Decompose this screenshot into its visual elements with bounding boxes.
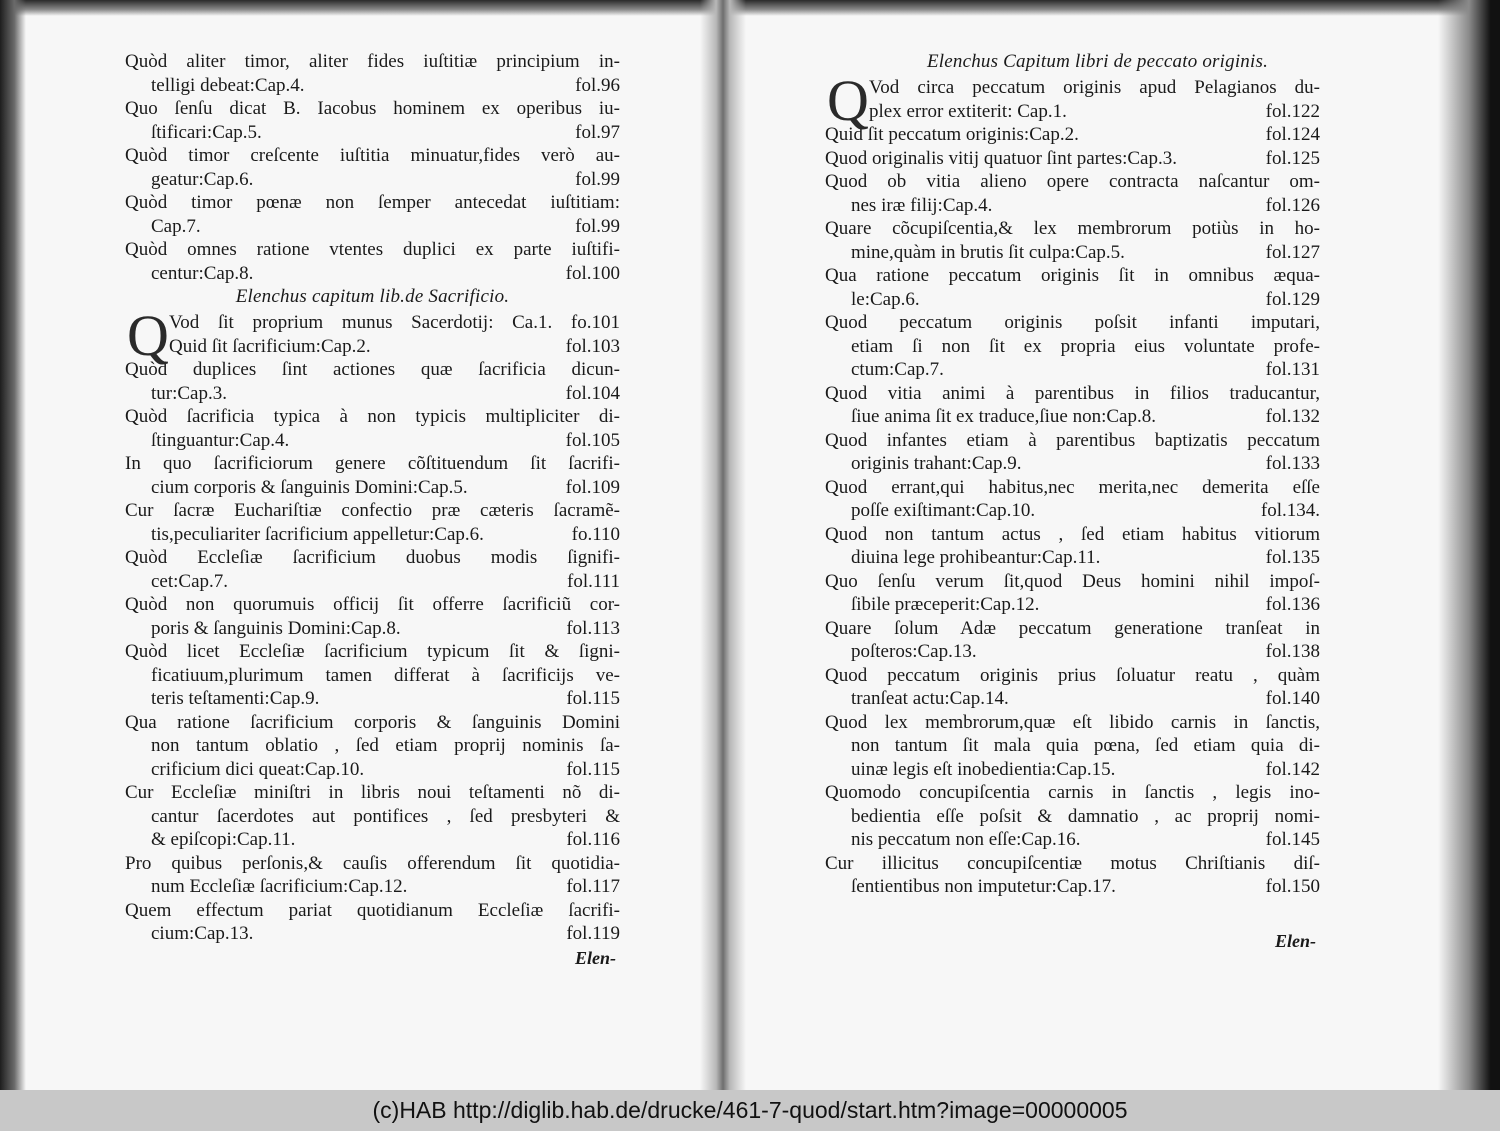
toc-entry xyxy=(125,452,620,499)
right-entries xyxy=(825,123,1320,899)
toc-entry xyxy=(825,523,1320,570)
entry-line: Pro quibus perſonis,& cauſis offerendum ſit quotidia- xyxy=(125,852,620,874)
toc-entry xyxy=(125,50,620,97)
entry-line: Cur ſacræ Euchariſtiæ confectio præ cæteris ſacramẽ- xyxy=(125,500,620,521)
folio-number: fol.150 xyxy=(1265,876,1320,897)
entry-last-line xyxy=(825,405,1320,429)
entry-text: originis trahant:Cap.9. xyxy=(851,453,1022,474)
folio-number: fol.124 xyxy=(1265,124,1320,145)
entry-last-line xyxy=(825,687,1320,711)
entry-line: Cur illicitus concupiſcentiæ motus Chriſtianis diſ- xyxy=(825,852,1320,874)
folio-number: fol.99 xyxy=(575,168,620,190)
folio-number: fol.132 xyxy=(1265,406,1320,427)
folio-number: fol.100 xyxy=(565,262,620,284)
entry-line: Quòd omnes ratione vtentes duplici ex parte iuſtifi- xyxy=(125,239,620,260)
entry-text: telligi debeat:Cap.4. xyxy=(151,74,305,96)
folio-number: fol.134. xyxy=(1260,500,1320,521)
right-page xyxy=(825,50,1320,953)
folio-number: fol.109 xyxy=(565,476,620,498)
entry-text: nes iræ filij:Cap.4. xyxy=(851,194,993,216)
entry-line: Quòd Eccleſiæ ſacrificium duobus modis ſignifi- xyxy=(125,547,620,568)
entry-line: Quòd duplices ſint actiones quæ ſacrificia dicun- xyxy=(125,359,620,380)
entry-last-line xyxy=(825,640,1320,664)
entry-text: teris teſtamenti:Cap.9. xyxy=(151,688,320,709)
entry-last-line xyxy=(125,215,620,239)
entry-last-line xyxy=(125,922,620,946)
entry-text: mine,quàm in brutis ſit culpa:Cap.5. xyxy=(851,241,1125,263)
entry-text: ctum:Cap.7. xyxy=(851,359,944,380)
entry-last-line xyxy=(125,570,620,594)
folio-number: fol.129 xyxy=(1265,288,1320,310)
folio-number: fol.142 xyxy=(1265,758,1320,780)
folio-number: fol.119 xyxy=(566,923,620,944)
toc-entry xyxy=(825,429,1320,476)
entry-text: Cap.7. xyxy=(151,215,201,237)
entry-line: Quod peccatum originis prius ſoluatur reatu , quàm xyxy=(825,664,1320,686)
folio-number: fol.140 xyxy=(1265,688,1320,709)
entry-text: cium:Cap.13. xyxy=(151,923,254,944)
entry-last-line xyxy=(825,593,1320,617)
folio-number: fol.104 xyxy=(565,382,620,404)
entry-line: Quomodo concupiſcentia carnis in ſanctis , legis ino- xyxy=(825,782,1320,803)
entry-last-line xyxy=(125,168,620,192)
left-entries-bottom xyxy=(125,358,620,946)
entry-last-line xyxy=(125,758,620,782)
entry-last-line xyxy=(125,687,620,711)
entry-text: le:Cap.6. xyxy=(851,288,920,310)
entry-line: Quòd ſacrificia typica à non typicis multipliciter di- xyxy=(125,406,620,427)
toc-entry xyxy=(125,405,620,452)
entry-text: cet:Cap.7. xyxy=(151,570,229,592)
toc-entry xyxy=(825,311,1320,382)
page-edge-top xyxy=(0,0,1500,16)
toc-entry xyxy=(825,170,1320,217)
entry-line: non tantum oblatio , ſed etiam proprij nominis ſa- xyxy=(151,735,620,756)
entry-line: Cur Eccleſiæ miniſtri in libris noui teſtamenti nõ di- xyxy=(125,782,620,803)
entry-last-line xyxy=(825,288,1320,312)
entry-line: Quod non tantum actus , ſed etiam habitus vitiorum xyxy=(825,523,1320,545)
entry-last-line xyxy=(125,875,620,899)
toc-entry xyxy=(825,711,1320,782)
toc-entry xyxy=(125,191,620,238)
toc-entry xyxy=(825,617,1320,664)
dropcap-initial: Q xyxy=(827,68,869,133)
entry-text: poſteros:Cap.13. xyxy=(851,641,977,662)
folio-number: fo.110 xyxy=(571,523,620,545)
entry-line: In quo ſacrificiorum genere cõſtituendum ſit ſacrifi- xyxy=(125,453,620,474)
folio-number: fol.136 xyxy=(1265,594,1320,615)
entry-text: tur:Cap.3. xyxy=(151,382,227,404)
catchword: Elen- xyxy=(1274,930,1316,951)
entry-line: Quo ſenſu dicat B. Iacobus hominem ex operibus iu- xyxy=(125,98,620,119)
folio-number: fol.113 xyxy=(566,617,620,639)
toc-entry xyxy=(125,852,620,899)
toc-entry xyxy=(125,238,620,285)
toc-entry xyxy=(825,664,1320,711)
folio-number: fol.116 xyxy=(566,829,620,850)
toc-entry xyxy=(125,358,620,405)
folio-number: fol.138 xyxy=(1265,641,1320,662)
toc-entry xyxy=(125,593,620,640)
entry-line: Quòd aliter timor, aliter fides iuſtitiæ principium in- xyxy=(125,51,620,72)
toc-entry xyxy=(825,147,1320,171)
entry-text: plex error extiterit: Cap.1. xyxy=(869,100,1067,122)
folio-number: fol.103 xyxy=(565,335,620,357)
entry-line: Quod ob vitia alieno opere contracta naſcantur om- xyxy=(825,171,1320,192)
entry-text: uinæ legis eſt inobedientia:Cap.15. xyxy=(851,758,1116,780)
entry-text: crificium dici queat:Cap.10. xyxy=(151,758,365,780)
entry-line: Quare ſolum Adæ peccatum generatione tranſeat in xyxy=(825,617,1320,639)
toc-entry xyxy=(825,852,1320,899)
entry-last-line xyxy=(125,382,620,406)
entry-text: ſtinguantur:Cap.4. xyxy=(151,429,290,451)
entry-last-line xyxy=(825,452,1320,476)
folio-number: fol.133 xyxy=(1265,453,1320,474)
entry-last-line xyxy=(125,617,620,641)
entry-last-line xyxy=(125,476,620,500)
left-page xyxy=(125,50,620,970)
folio-number: fol.135 xyxy=(1265,547,1320,568)
toc-entry xyxy=(125,144,620,191)
folio-number: fol.97 xyxy=(575,121,620,143)
left-page-heading: Elenchus capitum lib.de Sacrificio. xyxy=(235,286,510,307)
toc-entry xyxy=(825,781,1320,852)
toc-entry xyxy=(125,97,620,144)
folio-number: fol.105 xyxy=(565,429,620,451)
toc-entry xyxy=(125,499,620,546)
entry-last-line xyxy=(125,335,620,359)
entry-line: Quòd licet Eccleſiæ ſacrificium typicum ſit & ſigni- xyxy=(125,641,620,662)
entry-text: nis peccatum non eſſe:Cap.16. xyxy=(851,829,1081,850)
entry-last-line xyxy=(825,499,1320,523)
toc-entry xyxy=(125,546,620,593)
entry-text: ſibile præceperit:Cap.12. xyxy=(851,594,1040,615)
folio-number: fol.96 xyxy=(575,74,620,96)
entry-last-line xyxy=(825,147,1320,171)
entry-text: poris & ſanguinis Domini:Cap.8. xyxy=(151,617,401,639)
entry-line: ficatiuum,plurimum tamen differat à ſacrificijs ve- xyxy=(151,664,620,686)
toc-entry xyxy=(825,217,1320,264)
entry-line: Quòd non quorumuis officij ſit offerre ſacrificiũ cor- xyxy=(125,594,620,615)
toc-entry xyxy=(825,264,1320,311)
entry-line: Qua ratione ſacrificium corporis & ſanguinis Domini xyxy=(125,711,620,733)
entry-line: Quod peccatum originis poſsit infanti imputari, xyxy=(825,312,1320,333)
page-edge-left xyxy=(0,0,26,1090)
folio-number: fol.125 xyxy=(1265,147,1320,169)
entry-text: & epiſcopi:Cap.11. xyxy=(151,829,296,850)
folio-number: fol.127 xyxy=(1265,241,1320,263)
entry-last-line xyxy=(825,358,1320,382)
entry-last-line xyxy=(125,121,620,145)
toc-entry xyxy=(825,570,1320,617)
entry-line: Quare cõcupiſcentia,& lex membrorum potiùs in ho- xyxy=(825,218,1320,239)
folio-number: fol.122 xyxy=(1265,100,1320,122)
entry-last-line xyxy=(825,875,1320,899)
folio-number: fol.115 xyxy=(566,688,620,709)
entry-text: ſtificari:Cap.5. xyxy=(151,121,262,143)
entry-last-line xyxy=(825,758,1320,782)
entry-text: cium corporis & ſanguinis Domini:Cap.5. xyxy=(151,476,468,498)
folio-number: fol.117 xyxy=(566,876,620,897)
entry-line: Quod infantes etiam à parentibus baptizatis peccatum xyxy=(825,429,1320,451)
entry-line: Quod errant,qui habitus,nec merita,nec demerita eſſe xyxy=(825,476,1320,498)
entry-text: diuina lege prohibeantur:Cap.11. xyxy=(851,547,1101,568)
entry-text: centur:Cap.8. xyxy=(151,262,254,284)
entry-last-line xyxy=(125,262,620,286)
entry-text: ſiue anima ſit ex traduce,ſiue non:Cap.8. xyxy=(851,406,1156,427)
left-entries-top xyxy=(125,50,620,285)
entry-line: Quòd timor pœnæ non ſemper antecedat iuſtitiam: xyxy=(125,192,620,213)
entry-last-line xyxy=(125,429,620,453)
toc-entry xyxy=(125,640,620,711)
entry-last-line xyxy=(825,123,1320,147)
entry-line: bedientia eſſe poſsit & damnatio , ac proprij nomi- xyxy=(851,805,1320,827)
entry-text: Quid ſit ſacrificium:Cap.2. xyxy=(169,335,371,357)
entry-text: geatur:Cap.6. xyxy=(151,168,254,190)
entry-last-line xyxy=(825,100,1320,124)
entry-line: Quem effectum pariat quotidianum Eccleſiæ ſacrifi- xyxy=(125,899,620,921)
toc-entry xyxy=(825,382,1320,429)
entry-text: poſſe exiſtimant:Cap.10. xyxy=(851,500,1036,521)
folio-number: fol.115 xyxy=(566,758,620,780)
entry-text: tranſeat actu:Cap.14. xyxy=(851,688,1009,709)
toc-entry xyxy=(825,123,1320,147)
entry-last-line xyxy=(825,194,1320,218)
toc-entry xyxy=(825,476,1320,523)
entry-last-line xyxy=(125,828,620,852)
entry-line: Qua ratione peccatum originis ſit in omnibus æqua- xyxy=(825,265,1320,286)
toc-entry xyxy=(125,899,620,946)
entry-line: non tantum ſit mala quia pœna, ſed etiam quia di- xyxy=(851,735,1320,756)
left-first-entry xyxy=(125,303,620,368)
entry-text: num Eccleſiæ ſacrificium:Cap.12. xyxy=(151,876,408,897)
right-page-heading: Elenchus Capitum libri de peccato originis. xyxy=(926,51,1269,72)
entry-last-line xyxy=(825,546,1320,570)
toc-entry xyxy=(125,711,620,782)
entry-last-line xyxy=(125,74,620,98)
entry-text: Quid ſit peccatum originis:Cap.2. xyxy=(825,124,1079,145)
entry-last-line xyxy=(825,241,1320,265)
dropcap-initial: Q xyxy=(127,303,169,368)
entry-last-line xyxy=(125,523,620,547)
folio-number: fol.145 xyxy=(1265,829,1320,850)
book-gutter xyxy=(700,0,746,1090)
entry-text: ſentientibus non imputetur:Cap.17. xyxy=(851,876,1116,897)
archive-footer: (c)HAB http://diglib.hab.de/drucke/461-7-quod/start.htm?image=00000005 xyxy=(0,1090,1500,1131)
toc-entry xyxy=(125,781,620,852)
entry-line: Vod circa peccatum originis apud Pelagianos du- xyxy=(869,77,1320,98)
entry-text: Quod originalis vitij quatuor ſint partes:Cap.3. xyxy=(825,147,1177,169)
entry-line: Vod ſit proprium munus Sacerdotij: Ca.1. fo.101 xyxy=(169,312,620,333)
entry-line: Quo ſenſu verum ſit,quod Deus homini nihil impoſ- xyxy=(825,570,1320,592)
entry-line: Quod lex membrorum,quæ eſt libido carnis in ſanctis, xyxy=(825,711,1320,733)
entry-line: Quòd timor creſcente iuſtitia minuatur,fides verò au- xyxy=(125,145,620,166)
right-first-entry xyxy=(825,68,1320,133)
catchword: Elen- xyxy=(574,947,616,968)
folio-number: fol.111 xyxy=(567,570,620,592)
entry-line: etiam ſi non ſit ex propria eius voluntate profe- xyxy=(851,335,1320,357)
entry-last-line xyxy=(825,828,1320,852)
folio-number: fol.99 xyxy=(575,215,620,237)
page-edge-right xyxy=(1438,0,1500,1090)
folio-number: fol.126 xyxy=(1265,194,1320,216)
entry-line: cantur ſacerdotes aut pontifices , ſed presbyteri & xyxy=(151,805,620,827)
entry-text: tis,peculiariter ſacrificium appelletur:Cap.6. xyxy=(151,523,484,545)
entry-line: Quod vitia animi à parentibus in filios traducantur, xyxy=(825,382,1320,404)
folio-number: fol.131 xyxy=(1265,359,1320,380)
